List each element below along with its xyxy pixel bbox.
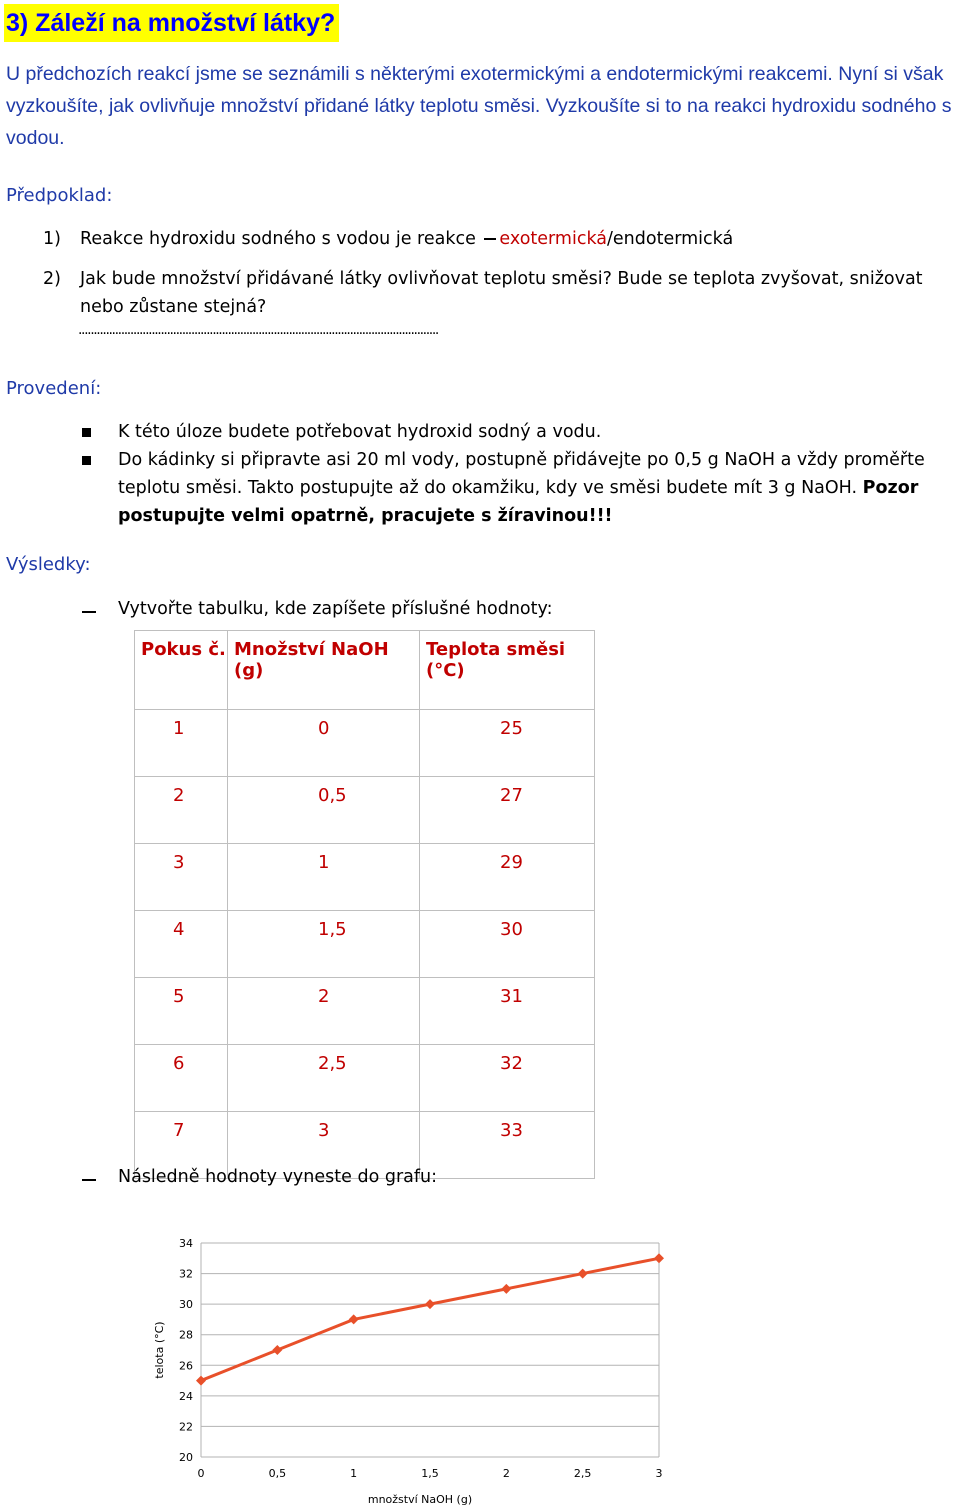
dash-marker-1 (82, 611, 96, 613)
intro-paragraph: U předchozích reakcí jsme se seznámili s některými exotermickými a endotermickými reakcemi. Nyní si však vyzkoušíte, jak ovlivňuje množství přidané látky teplotu směsi. Vyzkoušíte si to na reakci hydroxidu sodného s vodou. (6, 63, 952, 149)
table-cell: 3 (228, 1112, 420, 1179)
bullet-marker-1 (82, 428, 91, 437)
y-tick-label: 32 (179, 1267, 193, 1281)
data-point (654, 1253, 664, 1263)
table-header-row (135, 631, 595, 710)
table-cell: 27 (420, 777, 595, 844)
x-tick-label: 1 (350, 1467, 358, 1480)
hypothesis-2-number: 2) (43, 269, 61, 289)
warning-text-a: Pozor (862, 478, 919, 498)
data-point (349, 1314, 359, 1324)
y-tick-label: 28 (179, 1328, 193, 1342)
chart-grid (201, 1243, 659, 1457)
procedure-bullet-2-text: teplotu směsi. Takto postupujte až do okamžiku, kdy ve směsi budete mít 3 g NaOH. (118, 478, 858, 498)
results-task-2: Následně hodnoty vyneste do grafu: (118, 1167, 438, 1187)
data-point (501, 1284, 511, 1294)
table-cell: 2 (228, 978, 420, 1045)
table-row (135, 911, 595, 978)
table-cell: 30 (420, 911, 595, 978)
table-cell: 0 (228, 710, 420, 777)
table-cell: 33 (420, 1112, 595, 1179)
table-cell: 32 (420, 1045, 595, 1112)
table-cell: 1,5 (228, 911, 420, 978)
table-cell: 0,5 (228, 777, 420, 844)
table-cell: 31 (420, 978, 595, 1045)
hypothesis-1-number: 1) (43, 229, 61, 249)
x-tick-label: 0,5 (268, 1467, 287, 1480)
table-row (135, 710, 595, 777)
data-point (272, 1345, 282, 1355)
table-row (135, 978, 595, 1045)
data-point (578, 1269, 588, 1279)
table-cell: 25 (420, 710, 595, 777)
provedeni-heading: Provedení: (6, 378, 102, 399)
data-point (196, 1376, 206, 1386)
x-tick-label: 2 (502, 1467, 510, 1480)
warning-text-b: postupujte velmi opatrně, pracujete s žíravinou!!! (118, 506, 613, 526)
table-cell: 7 (135, 1112, 228, 1179)
data-point (425, 1299, 435, 1309)
table-cell: 2 (135, 777, 228, 844)
table-cell: 5 (135, 978, 228, 1045)
hypothesis-1 (80, 229, 733, 249)
temperature-chart (140, 1225, 700, 1505)
predpoklad-heading: Předpoklad: (6, 185, 113, 206)
hypothesis-1-answer: exotermická (499, 229, 608, 249)
x-tick-label: 0 (197, 1467, 205, 1480)
procedure-bullet-1: K této úloze budete potřebovat hydroxid sodný a vodu. (118, 422, 602, 442)
table-header-cell: Pokus č. (135, 631, 228, 710)
table-cell: 3 (135, 844, 228, 911)
x-tick-label: 2,5 (573, 1467, 592, 1480)
results-table (134, 630, 595, 1179)
x-axis-label: množství NaOH (g) (367, 1493, 473, 1505)
y-tick-label: 34 (179, 1237, 193, 1250)
x-tick-label: 1,5 (421, 1467, 439, 1480)
x-tick-label: 3 (655, 1467, 663, 1480)
hypothesis-1-rest: /endotermická (607, 229, 734, 249)
series-line (201, 1258, 659, 1380)
section-title: 3) Záleží na množství látky? (4, 4, 339, 42)
hypothesis-1-text: Reakce hydroxidu sodného s vodou je reakce (80, 229, 476, 249)
y-axis-ticks (179, 1237, 193, 1464)
table-cell: 4 (135, 911, 228, 978)
table-row (135, 777, 595, 844)
procedure-bullet-2-line1: Do kádinky si připravte asi 20 ml vody, postupně přidávejte po 0,5 g NaOH a vždy proměřte (118, 450, 925, 470)
table-cell: 1 (228, 844, 420, 911)
y-tick-label: 24 (179, 1389, 193, 1403)
hypothesis-2-line2: nebo zůstane stejná? (80, 297, 267, 317)
table-cell: 1 (135, 710, 228, 777)
table-header-cell: Teplota směsi (°C) (420, 631, 595, 710)
table-header-cell: Množství NaOH (g) (228, 631, 420, 710)
x-axis-ticks (198, 1467, 663, 1480)
table-row (135, 1045, 595, 1112)
dash-marker-2 (82, 1179, 96, 1181)
hypothesis-2-line1: Jak bude množství přidávané látky ovlivňovat teplotu směsi? Bude se teplota zvyšovat, snižovat (80, 269, 923, 289)
y-tick-label: 20 (179, 1451, 193, 1464)
y-tick-label: 30 (179, 1298, 193, 1312)
table-cell: 2,5 (228, 1045, 420, 1112)
table-row (135, 844, 595, 911)
hypothesis-1-dash (484, 238, 496, 240)
results-task-1: Vytvořte tabulku, kde zapíšete příslušné hodnoty: (118, 599, 553, 619)
table-cell: 6 (135, 1045, 228, 1112)
y-tick-label: 26 (179, 1359, 193, 1373)
y-axis-label: telota (°C) (153, 1321, 166, 1379)
table-cell: 29 (420, 844, 595, 911)
procedure-bullet-2-line2 (118, 478, 918, 498)
bullet-marker-2 (82, 456, 91, 465)
vysledky-heading: Výsledky: (6, 554, 91, 575)
answer-dots: ...................................................................................................................... (78, 322, 438, 338)
y-tick-label: 22 (179, 1420, 193, 1434)
